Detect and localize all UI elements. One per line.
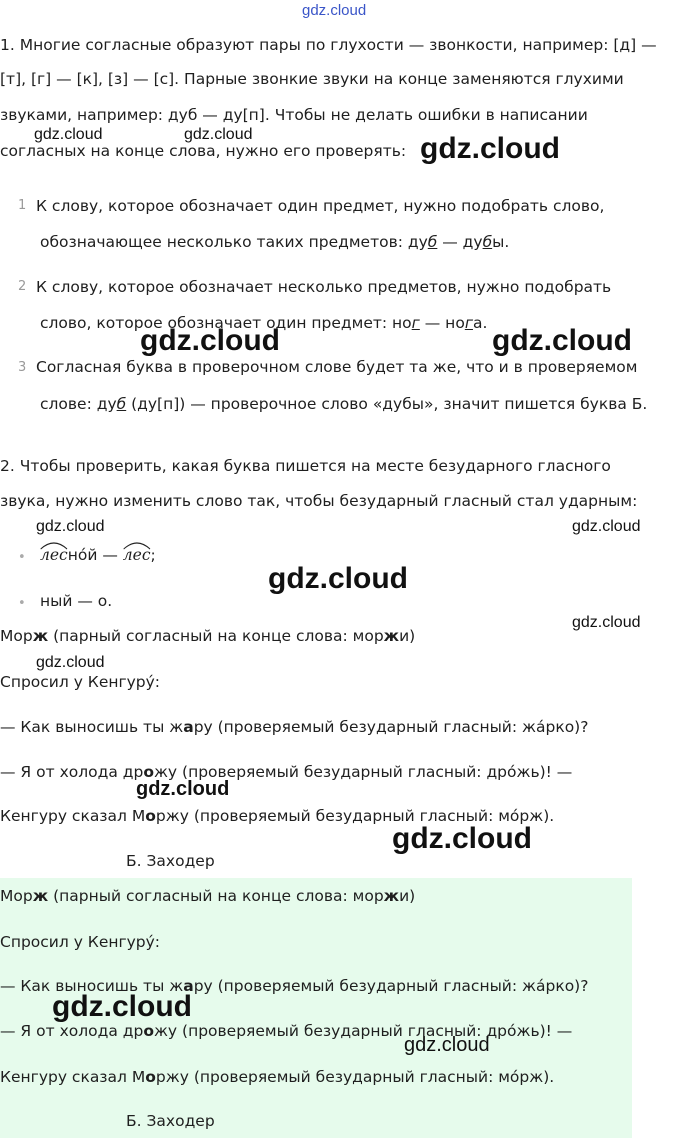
poem-author: Б. Заходер	[126, 1112, 215, 1130]
watermark-large: gdz.cloud	[52, 990, 192, 1023]
section2-line1: 2. Чтобы проверить, какая буква пишется на месте безударного гласного	[0, 457, 611, 475]
list-item-text: К слову, которое обозначает несколько предметов, нужно подобрать	[36, 278, 612, 296]
poem-line: Морж (парный согласный на конце слова: моржи)	[0, 887, 416, 905]
poem-line: — Как выносишь ты жару (проверяемый безударный гласный: жа́рко)?	[0, 977, 589, 995]
poem-line: — Я от холода дрожу (проверяемый безударный гласный: дро́жь)! —	[0, 763, 573, 781]
root-mark: лес	[123, 546, 151, 564]
list-item-text: Согласная буква в проверочном слове будет та же, что и в проверяемом	[36, 358, 638, 376]
bullet-icon: •	[18, 550, 26, 565]
watermark-large: gdz.cloud	[420, 132, 560, 165]
watermark-large: gdz.cloud	[140, 324, 280, 357]
poem-line: — Как выносишь ты жару (проверяемый безударный гласный: жа́рко)?	[0, 718, 589, 736]
bullet-item: лесно́й — лес;	[40, 546, 156, 564]
poem-line: Кенгуру сказал Моржу (проверяемый безударный гласный: мо́рж).	[0, 807, 555, 825]
watermark: gdz.cloud	[572, 614, 641, 631]
watermark-large: gdz.cloud	[268, 562, 408, 595]
list-item-text: К слову, которое обозначает один предмет, нужно подобрать слово,	[36, 197, 605, 215]
list-item-text: обозначающее несколько таких предметов: дуб — дубы.	[40, 233, 510, 251]
watermark: gdz.cloud	[404, 1034, 490, 1056]
section1-line2: [т], [г] — [к], [з] — [с]. Парные звонкие звуки на конце заменяются глухими	[0, 70, 624, 88]
poem-line: Морж (парный согласный на конце слова: моржи)	[0, 627, 416, 645]
list-item-text: слово, которое обозначает один предмет: ног — нога.	[40, 314, 488, 332]
poem-author: Б. Заходер	[126, 852, 215, 870]
watermark-top: gdz.cloud	[302, 2, 367, 19]
poem-line: Спросил у Кенгуру́:	[0, 673, 161, 691]
watermark: gdz.cloud	[572, 518, 641, 535]
list-number: 1	[18, 198, 27, 213]
watermark: gdz.cloud	[34, 126, 103, 143]
watermark-large: gdz.cloud	[492, 324, 632, 357]
list-item-text: слове: дуб (ду[п]) — проверочное слово «дубы», значит пишется буква Б.	[40, 395, 648, 413]
list-number: 2	[18, 279, 27, 294]
list-number: 3	[18, 360, 27, 375]
bullet-item: ный — о.	[40, 592, 113, 610]
watermark: gdz.cloud	[184, 126, 253, 143]
root-mark: лес	[40, 546, 68, 564]
watermark: gdz.cloud	[36, 518, 105, 535]
poem-line: — Я от холода дрожу (проверяемый безударный гласный: дро́жь)! —	[0, 1022, 573, 1040]
section1-line1: 1. Многие согласные образуют пары по глухости — звонкости, например: [д] —	[0, 36, 657, 54]
watermark: gdz.cloud	[36, 654, 105, 671]
poem-line: Спросил у Кенгуру́:	[0, 933, 161, 951]
watermark-large: gdz.cloud	[392, 822, 532, 855]
watermark: gdz.cloud	[136, 778, 230, 800]
poem-line: Кенгуру сказал Моржу (проверяемый безударный гласный: мо́рж).	[0, 1068, 555, 1086]
bullet-icon: •	[18, 596, 26, 611]
section1-line4: согласных на конце слова, нужно его проверять:	[0, 142, 407, 160]
section1-line3: звуками, например: дуб — ду[п]. Чтобы не делать ошибки в написании	[0, 106, 588, 124]
section2-line2: звука, нужно изменить слово так, чтобы безударный гласный стал ударным:	[0, 492, 638, 510]
